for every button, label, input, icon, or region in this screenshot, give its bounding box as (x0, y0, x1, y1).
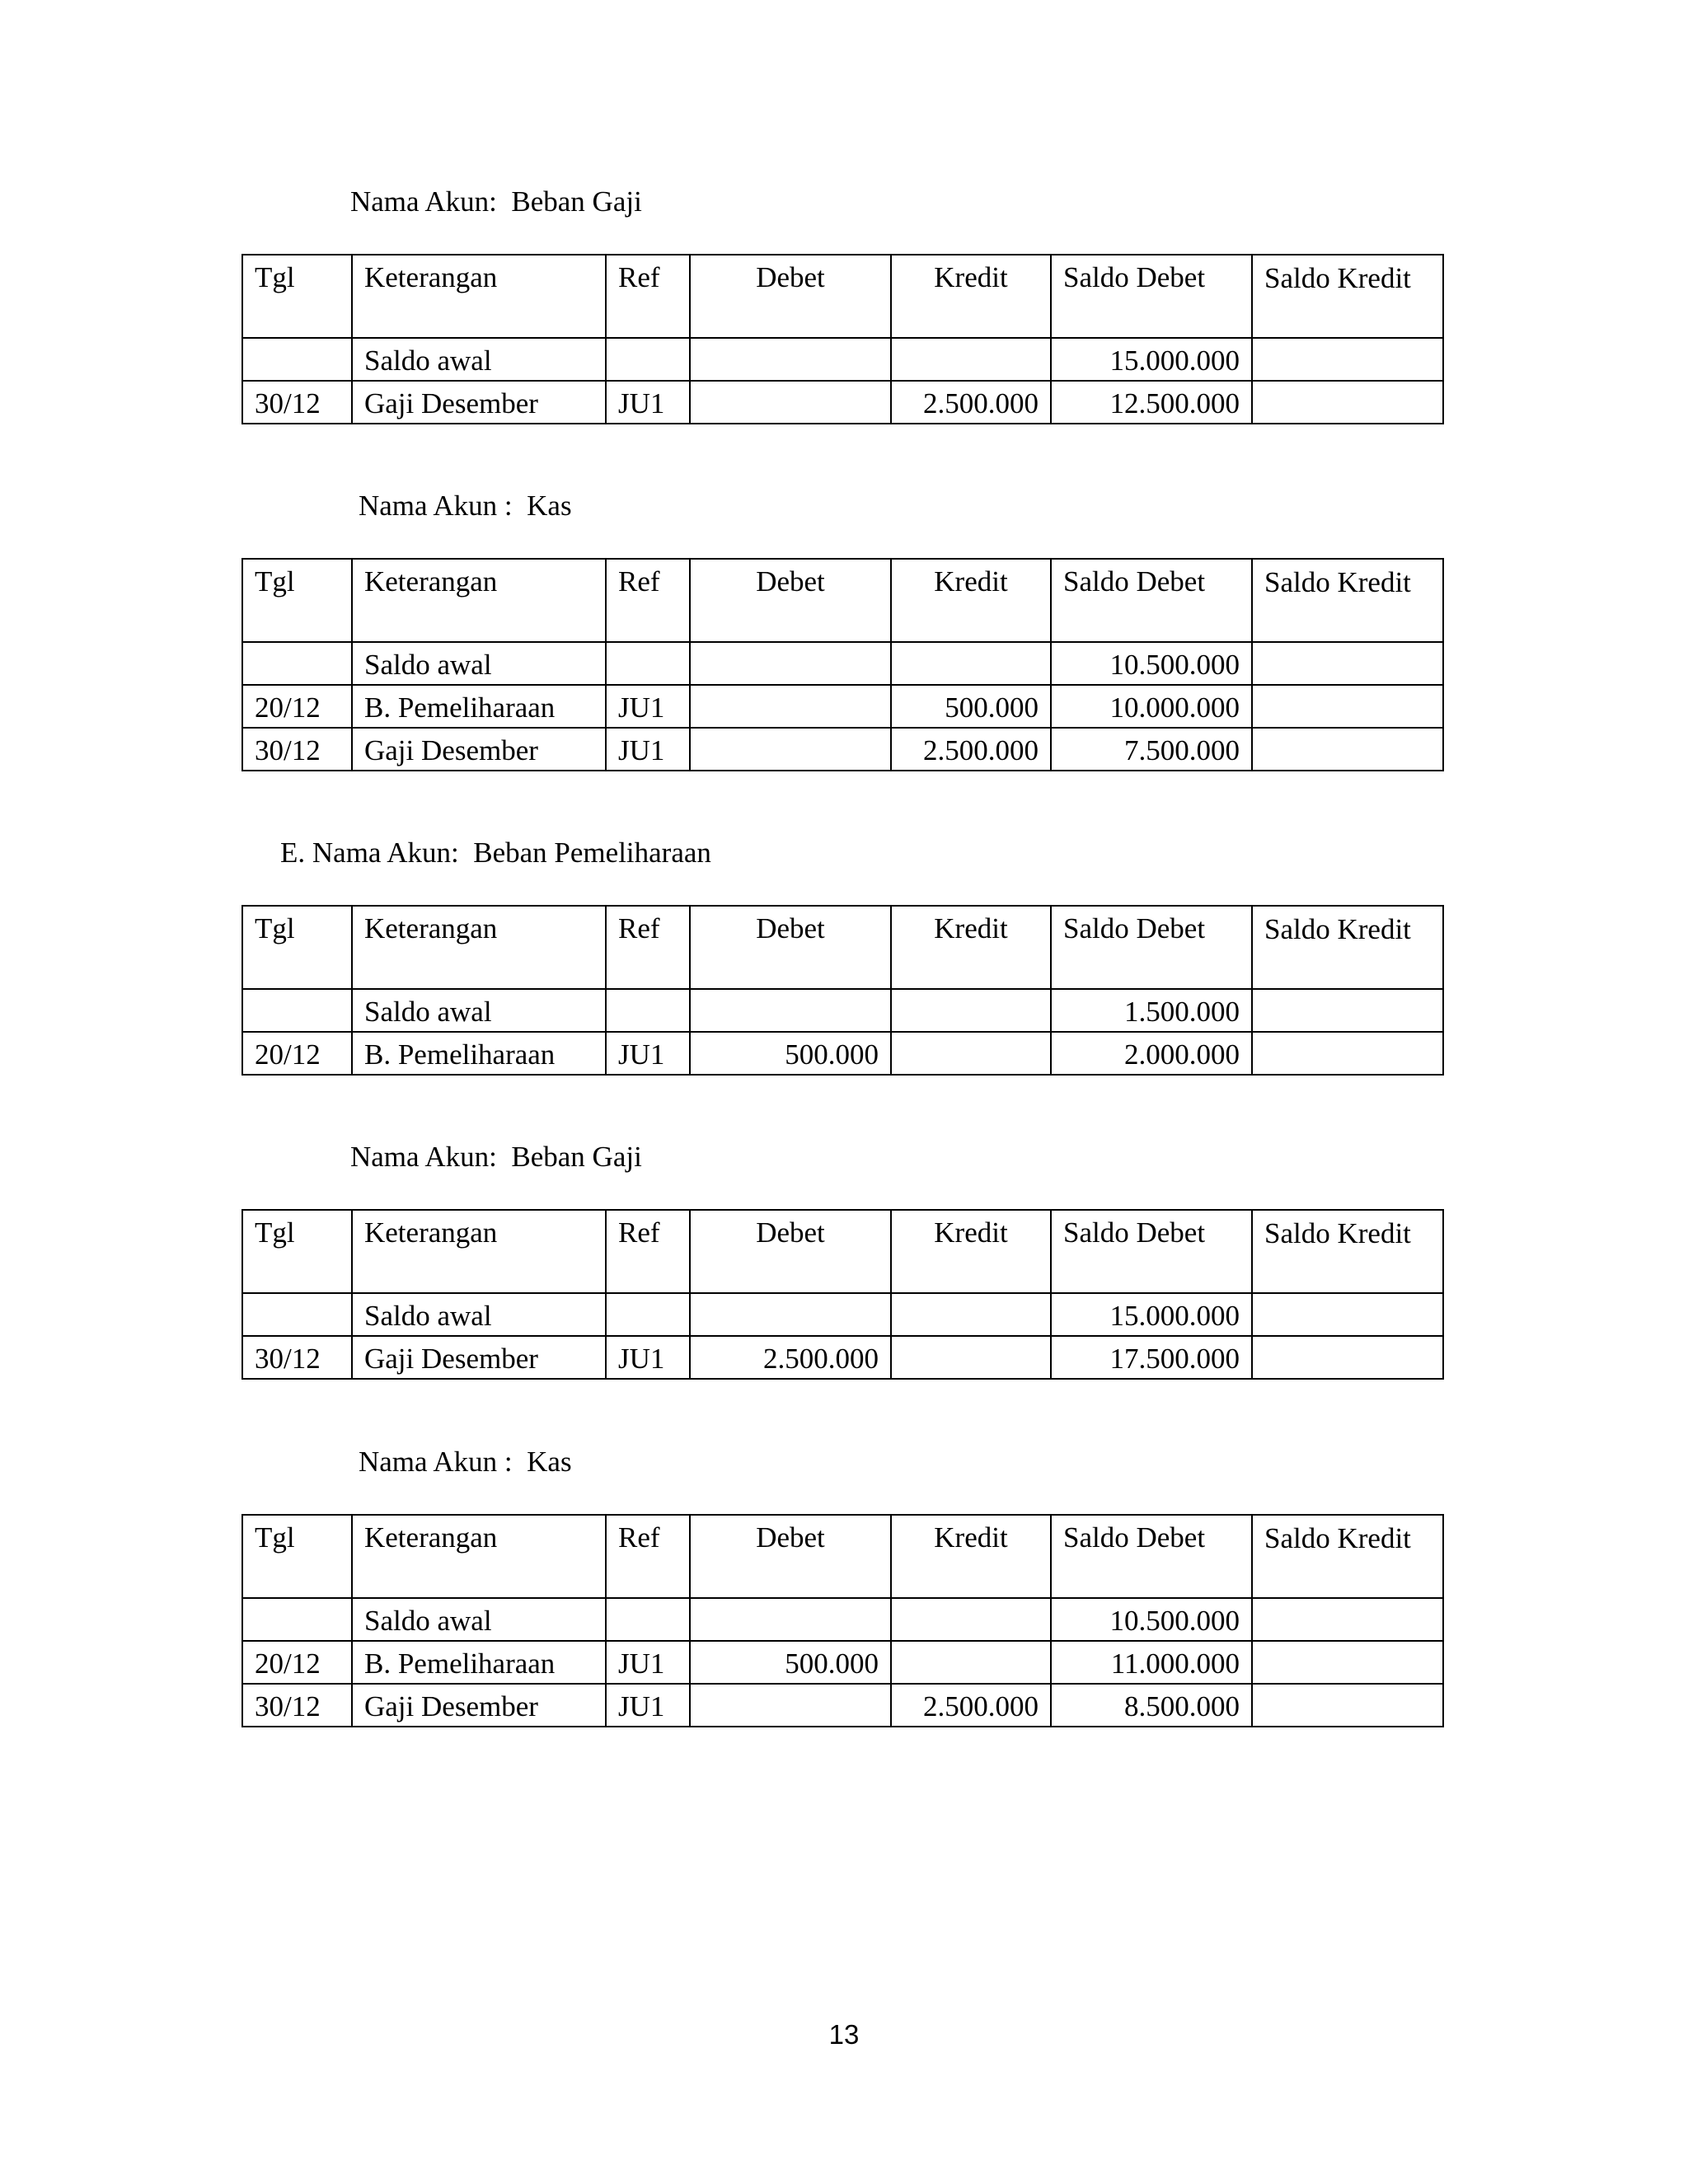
cell-kredit (891, 338, 1051, 381)
cell-kredit (891, 989, 1051, 1032)
cell-tgl: 30/12 (242, 1684, 352, 1727)
cell-saldo-debet: 12.500.000 (1051, 381, 1252, 424)
table-row (242, 728, 1443, 771)
header-saldo-debet: Saldo Debet (1051, 255, 1252, 338)
table-header-row (242, 1210, 1443, 1293)
header-ref: Ref (606, 906, 690, 989)
table-row (242, 1641, 1443, 1684)
cell-debet (690, 1293, 891, 1336)
cell-saldo-kredit (1252, 381, 1443, 424)
ledger-table (241, 254, 1444, 424)
cell-saldo-debet: 10.500.000 (1051, 1598, 1252, 1641)
cell-tgl (242, 338, 352, 381)
cell-tgl: 30/12 (242, 381, 352, 424)
cell-saldo-debet: 1.500.000 (1051, 989, 1252, 1032)
table-row (242, 989, 1443, 1032)
cell-ref: JU1 (606, 1336, 690, 1379)
cell-saldo-kredit (1252, 338, 1443, 381)
cell-saldo-kredit (1252, 1293, 1443, 1336)
cell-ref (606, 989, 690, 1032)
header-debet: Debet (690, 1515, 891, 1598)
cell-tgl: 20/12 (242, 685, 352, 728)
cell-ref (606, 1293, 690, 1336)
cell-saldo-kredit (1252, 1684, 1443, 1727)
cell-ref: JU1 (606, 381, 690, 424)
table-row (242, 1032, 1443, 1075)
cell-debet: 500.000 (690, 1641, 891, 1684)
header-saldo-kredit: Saldo Kredit (1252, 1210, 1443, 1293)
cell-saldo-kredit (1252, 1598, 1443, 1641)
cell-tgl: 20/12 (242, 1641, 352, 1684)
account-name-title: Nama Akun: Beban Gaji (350, 185, 642, 218)
cell-saldo-debet: 10.000.000 (1051, 685, 1252, 728)
cell-keterangan: Saldo awal (352, 642, 606, 685)
header-saldo-kredit: Saldo Kredit (1252, 255, 1443, 338)
cell-tgl (242, 1598, 352, 1641)
account-name-title: Nama Akun : Kas (359, 1446, 572, 1478)
cell-saldo-debet: 10.500.000 (1051, 642, 1252, 685)
header-debet: Debet (690, 906, 891, 989)
cell-saldo-kredit (1252, 1336, 1443, 1379)
header-tgl: Tgl (242, 559, 352, 642)
cell-debet (690, 685, 891, 728)
cell-debet (690, 728, 891, 771)
cell-ref: JU1 (606, 1684, 690, 1727)
ledger-table (241, 1514, 1444, 1727)
cell-ref: JU1 (606, 728, 690, 771)
header-tgl: Tgl (242, 1515, 352, 1598)
page-number: 13 (828, 2019, 860, 2050)
account-name-title: Nama Akun: Beban Gaji (350, 1141, 642, 1173)
cell-debet (690, 381, 891, 424)
table-header-row (242, 906, 1443, 989)
cell-tgl: 30/12 (242, 1336, 352, 1379)
cell-ref: JU1 (606, 685, 690, 728)
header-ref: Ref (606, 1515, 690, 1598)
ledger-table (241, 558, 1444, 771)
cell-keterangan: Gaji Desember (352, 1684, 606, 1727)
header-saldo-debet: Saldo Debet (1051, 1210, 1252, 1293)
header-keterangan: Keterangan (352, 1515, 606, 1598)
cell-keterangan: Saldo awal (352, 1293, 606, 1336)
header-keterangan: Keterangan (352, 255, 606, 338)
table-row (242, 1336, 1443, 1379)
header-ref: Ref (606, 1210, 690, 1293)
cell-tgl (242, 642, 352, 685)
cell-saldo-debet: 8.500.000 (1051, 1684, 1252, 1727)
cell-kredit: 2.500.000 (891, 728, 1051, 771)
cell-kredit (891, 1293, 1051, 1336)
table-row (242, 1598, 1443, 1641)
cell-ref (606, 1598, 690, 1641)
cell-tgl (242, 1293, 352, 1336)
account-name-title: E. Nama Akun: Beban Pemeliharaan (280, 837, 711, 869)
header-tgl: Tgl (242, 906, 352, 989)
header-keterangan: Keterangan (352, 1210, 606, 1293)
header-ref: Ref (606, 559, 690, 642)
cell-kredit: 500.000 (891, 685, 1051, 728)
cell-debet (690, 1598, 891, 1641)
table-header-row (242, 1515, 1443, 1598)
header-saldo-kredit: Saldo Kredit (1252, 559, 1443, 642)
cell-saldo-debet: 2.000.000 (1051, 1032, 1252, 1075)
cell-keterangan: Gaji Desember (352, 728, 606, 771)
header-saldo-debet: Saldo Debet (1051, 1515, 1252, 1598)
cell-keterangan: B. Pemeliharaan (352, 685, 606, 728)
table-row (242, 1293, 1443, 1336)
cell-kredit: 2.500.000 (891, 1684, 1051, 1727)
table-row (242, 642, 1443, 685)
header-tgl: Tgl (242, 1210, 352, 1293)
header-kredit: Kredit (891, 906, 1051, 989)
cell-debet (690, 338, 891, 381)
table-row (242, 381, 1443, 424)
header-keterangan: Keterangan (352, 559, 606, 642)
header-keterangan: Keterangan (352, 906, 606, 989)
cell-keterangan: Saldo awal (352, 1598, 606, 1641)
cell-saldo-debet: 15.000.000 (1051, 1293, 1252, 1336)
cell-kredit (891, 1598, 1051, 1641)
header-debet: Debet (690, 255, 891, 338)
header-kredit: Kredit (891, 1515, 1051, 1598)
table-header-row (242, 559, 1443, 642)
header-saldo-debet: Saldo Debet (1051, 906, 1252, 989)
cell-saldo-kredit (1252, 989, 1443, 1032)
cell-keterangan: Gaji Desember (352, 1336, 606, 1379)
cell-tgl: 30/12 (242, 728, 352, 771)
header-tgl: Tgl (242, 255, 352, 338)
cell-tgl (242, 989, 352, 1032)
cell-keterangan: B. Pemeliharaan (352, 1032, 606, 1075)
account-name-title: Nama Akun : Kas (359, 490, 572, 522)
cell-saldo-debet: 7.500.000 (1051, 728, 1252, 771)
header-saldo-kredit: Saldo Kredit (1252, 1515, 1443, 1598)
table-row (242, 338, 1443, 381)
cell-keterangan: B. Pemeliharaan (352, 1641, 606, 1684)
header-saldo-kredit: Saldo Kredit (1252, 906, 1443, 989)
cell-saldo-kredit (1252, 1032, 1443, 1075)
cell-saldo-kredit (1252, 1641, 1443, 1684)
cell-kredit (891, 1336, 1051, 1379)
cell-debet: 500.000 (690, 1032, 891, 1075)
cell-debet (690, 1684, 891, 1727)
header-saldo-debet: Saldo Debet (1051, 559, 1252, 642)
header-debet: Debet (690, 1210, 891, 1293)
cell-saldo-kredit (1252, 728, 1443, 771)
cell-keterangan: Saldo awal (352, 989, 606, 1032)
cell-debet (690, 989, 891, 1032)
cell-saldo-debet: 17.500.000 (1051, 1336, 1252, 1379)
cell-debet (690, 642, 891, 685)
table-header-row (242, 255, 1443, 338)
cell-ref: JU1 (606, 1641, 690, 1684)
ledger-table (241, 905, 1444, 1076)
cell-ref: JU1 (606, 1032, 690, 1075)
header-debet: Debet (690, 559, 891, 642)
cell-kredit: 2.500.000 (891, 381, 1051, 424)
cell-saldo-debet: 15.000.000 (1051, 338, 1252, 381)
cell-saldo-debet: 11.000.000 (1051, 1641, 1252, 1684)
cell-tgl: 20/12 (242, 1032, 352, 1075)
cell-keterangan: Saldo awal (352, 338, 606, 381)
cell-saldo-kredit (1252, 685, 1443, 728)
header-kredit: Kredit (891, 255, 1051, 338)
cell-ref (606, 338, 690, 381)
cell-keterangan: Gaji Desember (352, 381, 606, 424)
header-kredit: Kredit (891, 1210, 1051, 1293)
cell-kredit (891, 1032, 1051, 1075)
header-ref: Ref (606, 255, 690, 338)
header-kredit: Kredit (891, 559, 1051, 642)
table-row (242, 1684, 1443, 1727)
table-row (242, 685, 1443, 728)
cell-kredit (891, 1641, 1051, 1684)
cell-saldo-kredit (1252, 642, 1443, 685)
cell-kredit (891, 642, 1051, 685)
cell-debet: 2.500.000 (690, 1336, 891, 1379)
cell-ref (606, 642, 690, 685)
ledger-table (241, 1209, 1444, 1380)
